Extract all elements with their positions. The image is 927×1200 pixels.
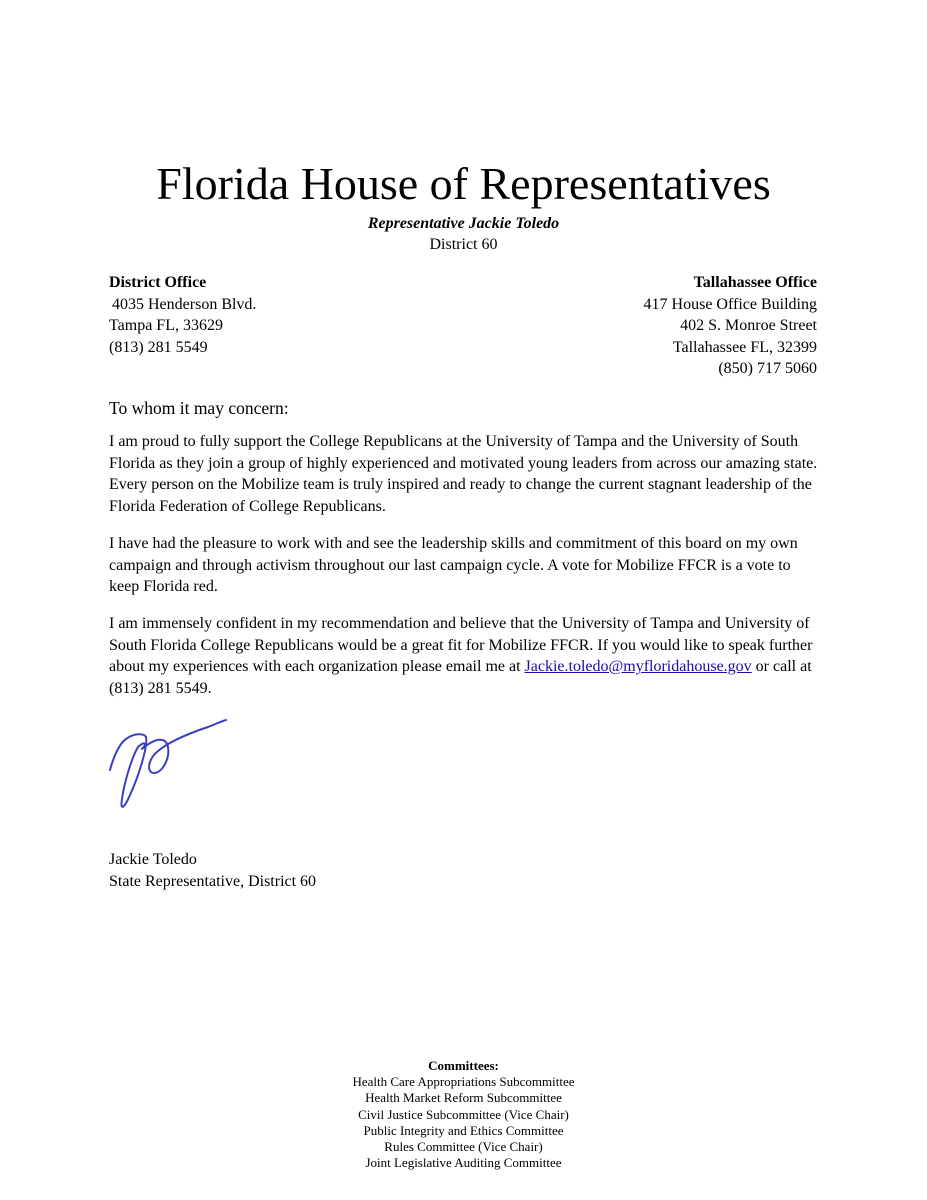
letterhead-title: Florida House of Representatives [156,158,771,209]
closing-block [109,849,316,892]
tallahassee-office-building: 417 House Office Building [643,295,817,313]
district-office-city: Tampa FL, 33629 [109,317,223,334]
district-office-phone: (813) 281 5549 [109,338,208,356]
tallahassee-office-street: 402 S. Monroe Street [680,317,817,334]
committee-item: Health Market Reform Subcommittee [365,1090,562,1106]
closing-name: Jackie Toledo [109,851,197,868]
committee-item: Civil Justice Subcommittee (Vice Chair) [358,1106,569,1122]
letter-greeting: To whom it may concern: [109,398,289,418]
district-label: District 60 [429,236,498,253]
closing-title: State Representative, District 60 [109,872,317,890]
tallahassee-office-phone: (850) 717 5060 [718,360,817,377]
letter-paragraph-3 [109,613,821,699]
letter-paragraph-3-end: or call at (813) 281 5549. [109,658,812,697]
signature-stroke [110,720,226,807]
tallahassee-office-heading: Tallahassee Office [693,274,817,291]
letter-paragraph-3-text: I am immensely confident in my recommendation and believe that the University of Tampa and University of South Florida College Republicans would be a great fit for Mobilize FFCR. If you would like to speak further about my experiences with each organization please email me at [109,615,813,675]
committee-item: Joint Legislative Auditing Committee [365,1155,562,1171]
district-office-block [109,272,256,358]
committees-heading: Committees: [428,1058,499,1073]
tallahassee-office-city: Tallahassee FL, 32399 [672,338,817,356]
representative-name: Representative Jackie Toledo [367,215,560,232]
district-office-heading: District Office [109,274,207,291]
tallahassee-office-block [644,272,817,380]
committee-item: Public Integrity and Ethics Committee [363,1122,564,1138]
signature-image [108,715,233,815]
district-office-street: 4035 Henderson Blvd. [112,295,257,313]
letter-paragraph-1: I am proud to fully support the College Republicans at the University of Tampa and the University of South Florida as they join a group of highly experienced and motivated young leaders from across our amazing state. Every person on the Mobilize team is truly inspired and ready to change the current stagnant leadership of the Florida Federation of College Republicans. [109,433,818,515]
committee-item: Rules Committee (Vice Chair) [384,1139,543,1155]
email-link[interactable]: Jackie.toledo@myfloridahouse.gov [524,658,752,675]
committee-item: Health Care Appropriations Subcommittee [352,1074,575,1090]
committees-footer [0,1058,927,1171]
letter-paragraph-2: I have had the pleasure to work with and see the leadership skills and commitment of this board on my own campaign and through activism throughout our last campaign cycle. A vote for Mobilize FFCR is a vote to keep Florida red. [109,535,798,595]
